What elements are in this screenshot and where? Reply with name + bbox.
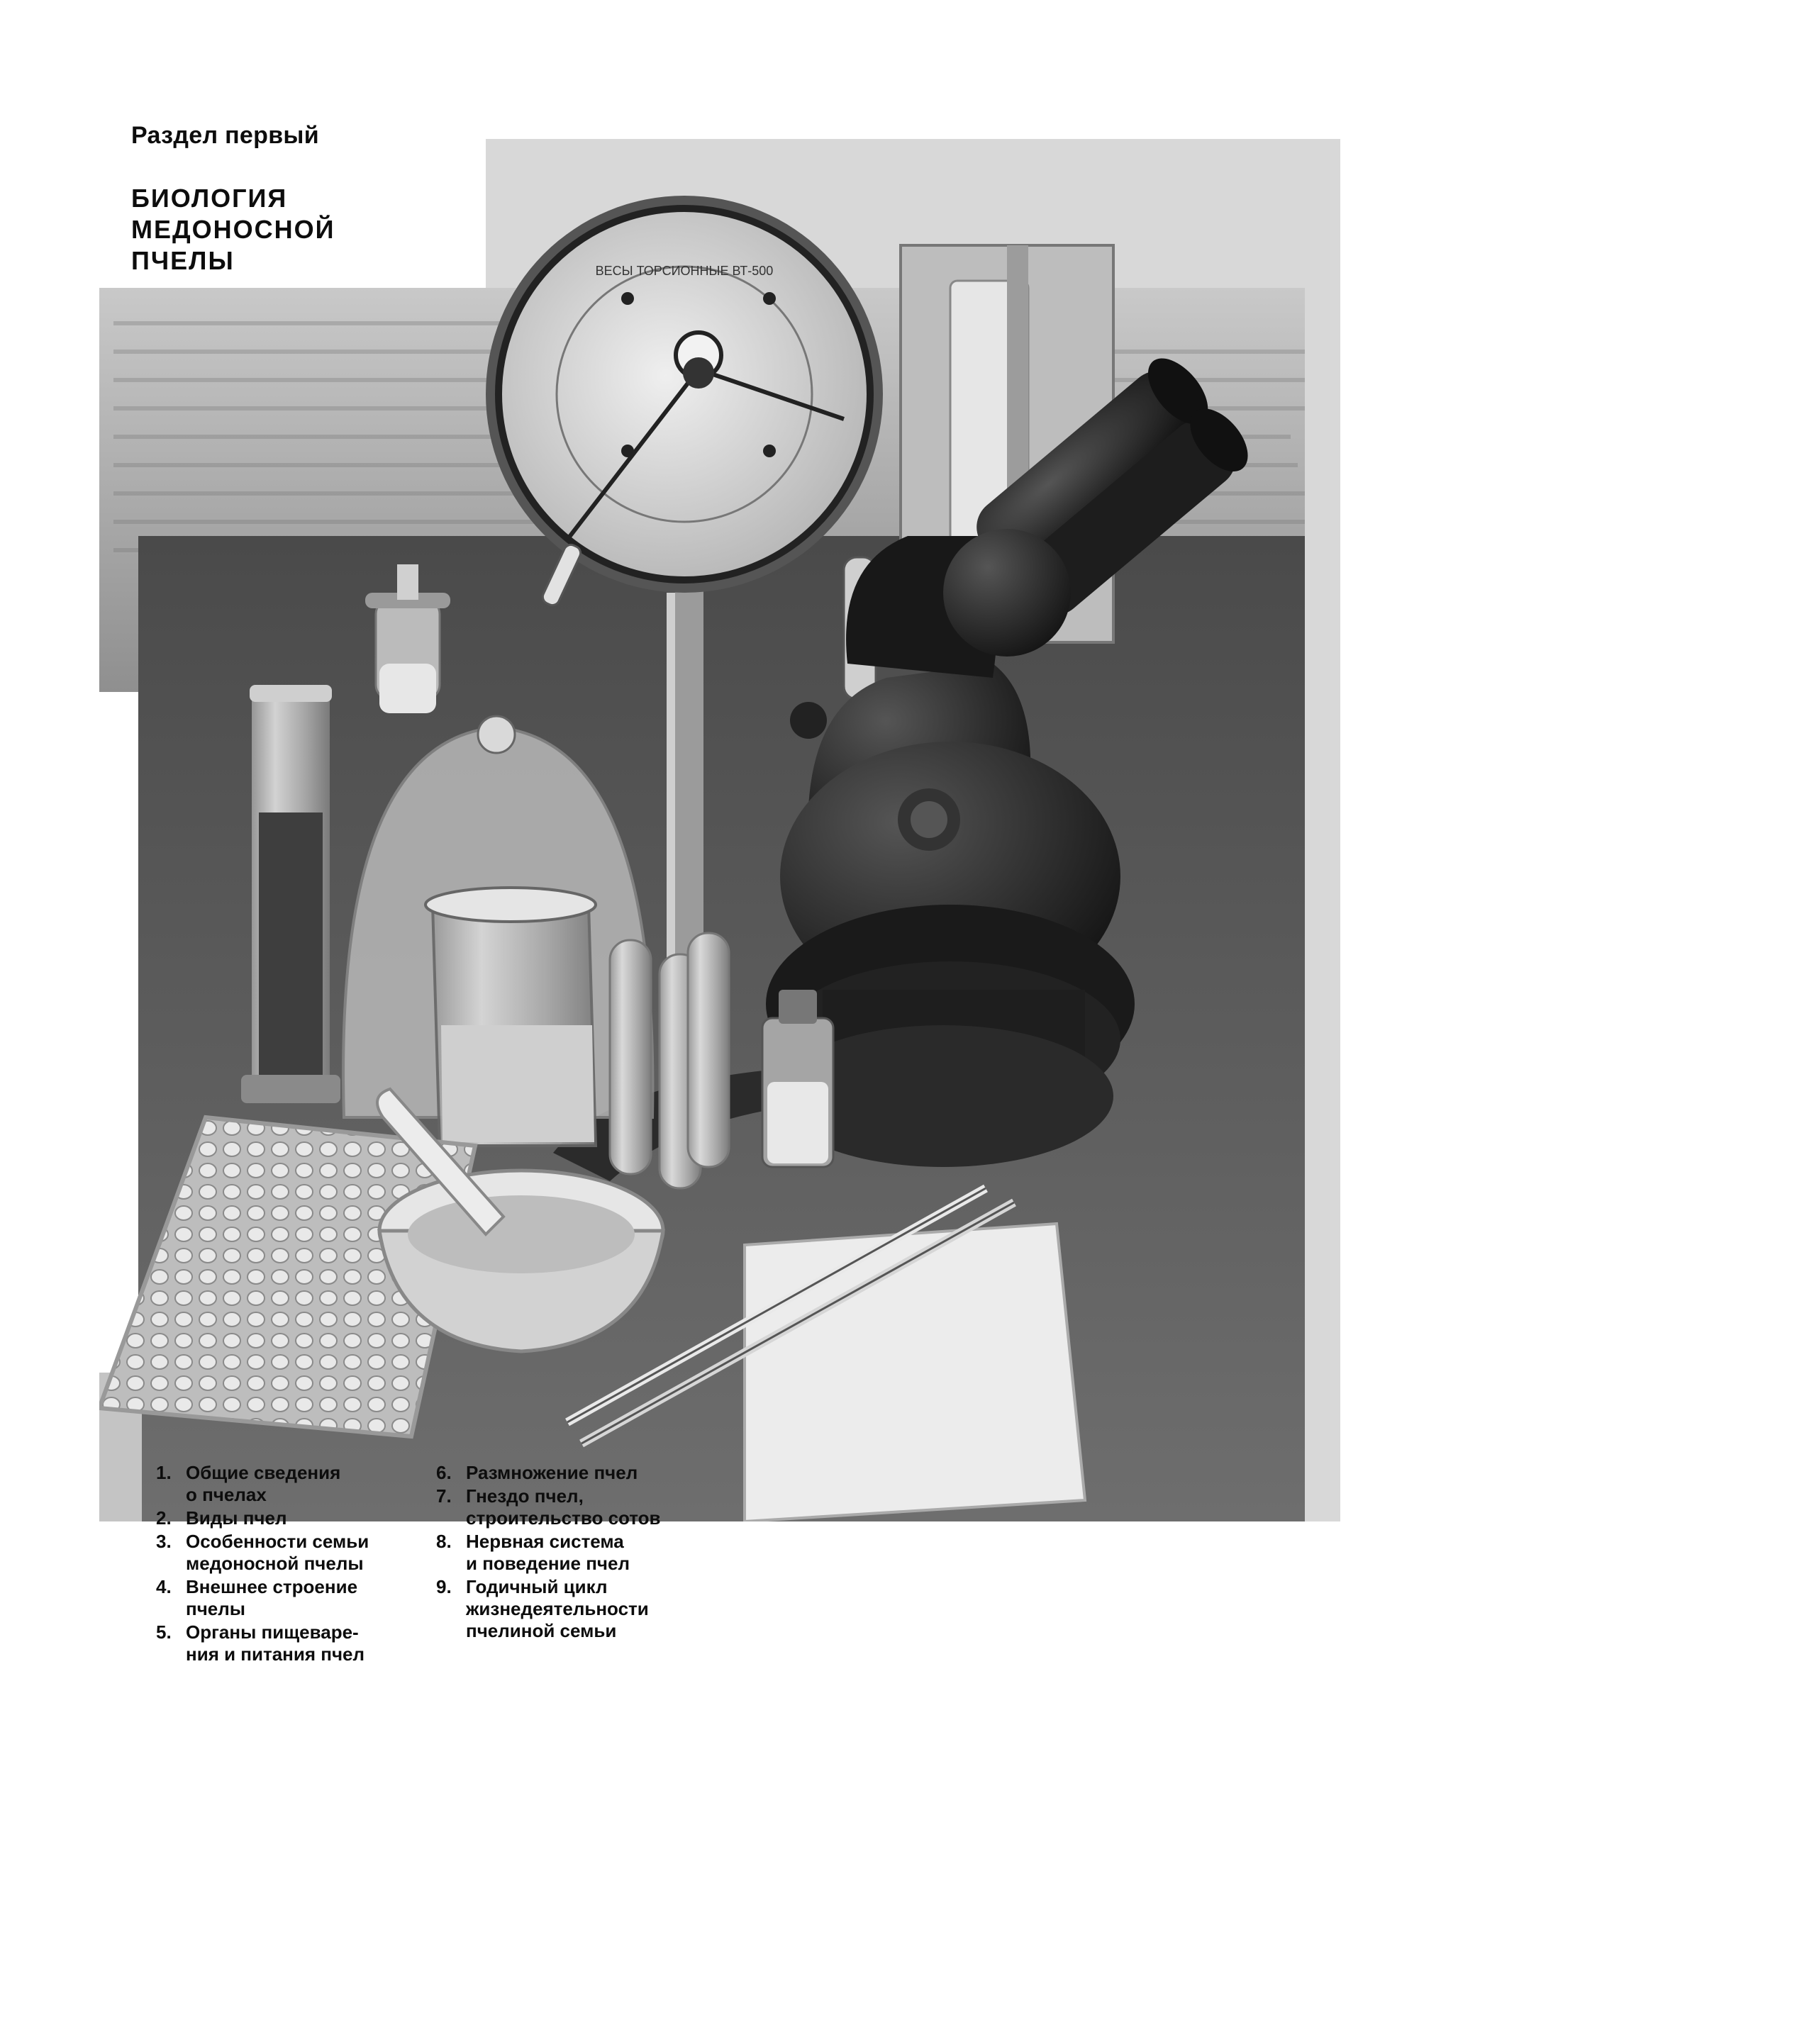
toc-item (156, 1462, 425, 1506)
toc-item-text: ния и питания пчел (186, 1643, 365, 1665)
toc-item-text: Гнездо пчел, (466, 1485, 584, 1507)
toc-column-left (156, 1462, 425, 1667)
toc-item-text: Внешнее строение (186, 1576, 358, 1597)
section-title (131, 183, 335, 277)
toc-column-right (436, 1462, 720, 1643)
toc-item (436, 1531, 720, 1575)
toc-item (436, 1576, 720, 1642)
toc-item-text: и поведение пчел (466, 1553, 630, 1574)
toc-item-number: 8. (436, 1531, 452, 1552)
toc-item-number: 7. (436, 1485, 452, 1507)
toc-item (156, 1507, 425, 1529)
section-title-line: ПЧЕЛЫ (131, 246, 235, 275)
toc-item-text: Виды пчел (186, 1507, 287, 1529)
toc-item-number: 3. (156, 1531, 172, 1552)
toc-item (156, 1621, 425, 1665)
toc-item-text: жизнедеятельности (466, 1598, 649, 1619)
lab-equipment-photo (99, 139, 1340, 1521)
scale-dial-text: ВЕСЫ ТОРСИОННЫЕ ВТ-500 (595, 264, 774, 278)
toc-item-number: 1. (156, 1462, 172, 1483)
toc-item-number: 5. (156, 1621, 172, 1643)
section-label: Раздел первый (131, 122, 319, 149)
section-title-line: БИОЛОГИЯ (131, 184, 288, 213)
toc-item-text: пчелы (186, 1598, 245, 1619)
toc-item (156, 1576, 425, 1620)
toc-item-number: 4. (156, 1576, 172, 1597)
toc-item-text: строительство сотов (466, 1507, 661, 1529)
section-title-line: МЕДОНОСНОЙ (131, 215, 335, 244)
toc-item-text: Органы пищеваре- (186, 1621, 359, 1643)
toc-item (436, 1462, 720, 1484)
toc-item (436, 1485, 720, 1529)
toc-item (156, 1531, 425, 1575)
toc-item-text: Общие сведения (186, 1462, 341, 1483)
toc-item-text: пчелиной семьи (466, 1620, 617, 1641)
toc-item-text: Особенности семьи (186, 1531, 369, 1552)
toc-item-text: Нервная система (466, 1531, 624, 1552)
toc-item-text: медоносной пчелы (186, 1553, 364, 1574)
toc-item-number: 2. (156, 1507, 172, 1529)
toc-item-number: 9. (436, 1576, 452, 1597)
toc-item-number: 6. (436, 1462, 452, 1483)
toc-item-text: Годичный цикл (466, 1576, 608, 1597)
toc-item-text: Размножение пчел (466, 1462, 638, 1483)
toc-item-text: о пчелах (186, 1484, 267, 1505)
